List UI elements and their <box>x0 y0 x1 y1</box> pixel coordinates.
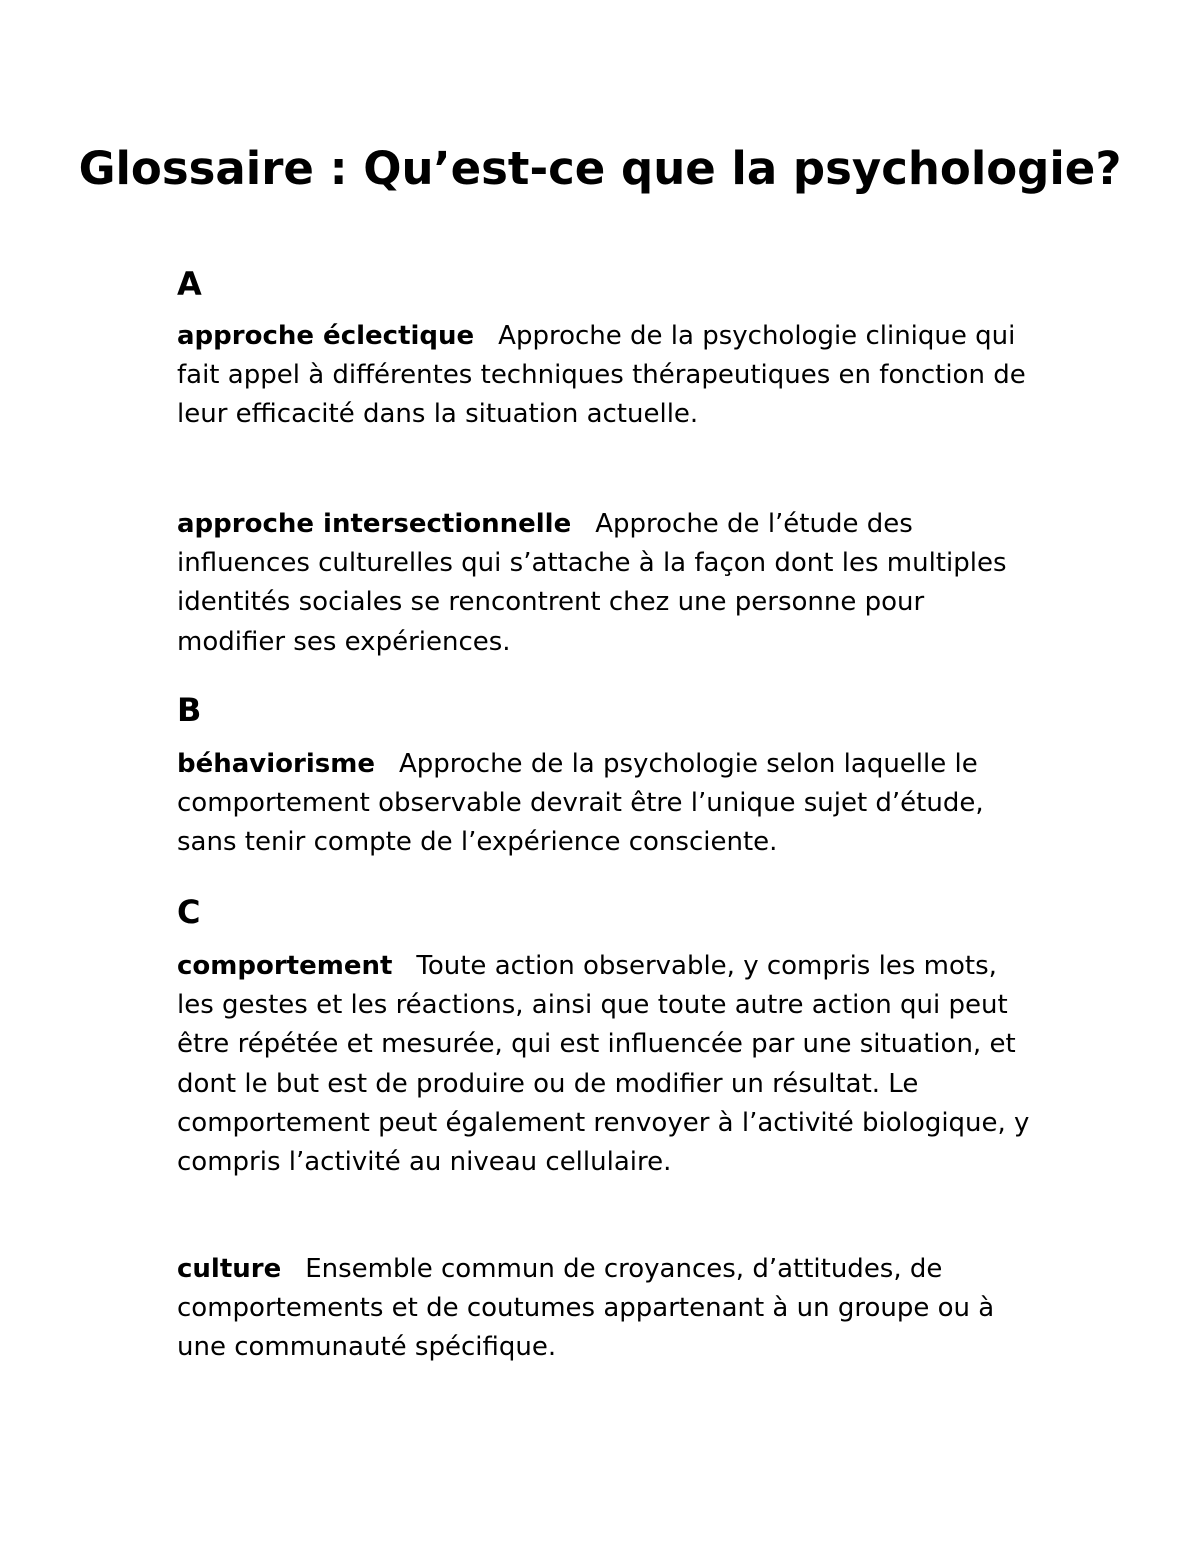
glossary-term: culture <box>177 1254 282 1284</box>
glossary-term: approche éclectique <box>177 321 475 351</box>
glossary-entry <box>177 1250 1037 1368</box>
glossary-definition: Toute action observable, y compris les mots, les gestes et les réactions, ainsi que toute autre action qui peut être répétée et mesurée, qui est influencée par une situation, et dont le but est de produire ou de modifier un résultat. Le comportement peut également renvoyer à l’activité biologique, y compris l’activité au niveau cellulaire. <box>177 951 1030 1178</box>
glossary-definition: Approche de la psychologie selon laquelle le comportement observable devrait être l’unique sujet d’étude, sans tenir compte de l’expérience consciente. <box>177 749 984 858</box>
glossary-term: approche intersectionnelle <box>177 509 572 539</box>
section-letter-a: A <box>177 265 202 303</box>
section-letter-b: B <box>177 691 202 729</box>
glossary-term: comportement <box>177 951 393 981</box>
glossary-entry <box>177 745 1037 863</box>
glossary-definition: Approche de la psychologie clinique qui fait appel à différentes techniques thérapeutiques en fonction de leur efficacité dans la situation actuelle. <box>177 321 1026 430</box>
glossary-entry <box>177 317 1037 435</box>
glossary-term: béhaviorisme <box>177 749 375 779</box>
glossary-definition: Approche de l’étude des influences culturelles qui s’attache à la façon dont les multiples identités sociales se rencontrent chez une personne pour modifier ses expériences. <box>177 509 1007 657</box>
glossary-entry <box>177 505 1037 662</box>
section-letter-c: C <box>177 893 201 931</box>
glossary-entry <box>177 947 1037 1182</box>
glossary-definition: Ensemble commun de croyances, d’attitudes, de comportements et de coutumes appartenant à un groupe ou à une communauté spécifique. <box>177 1254 995 1363</box>
page-title: Glossaire : Qu’est-ce que la psychologie? <box>78 142 1122 195</box>
